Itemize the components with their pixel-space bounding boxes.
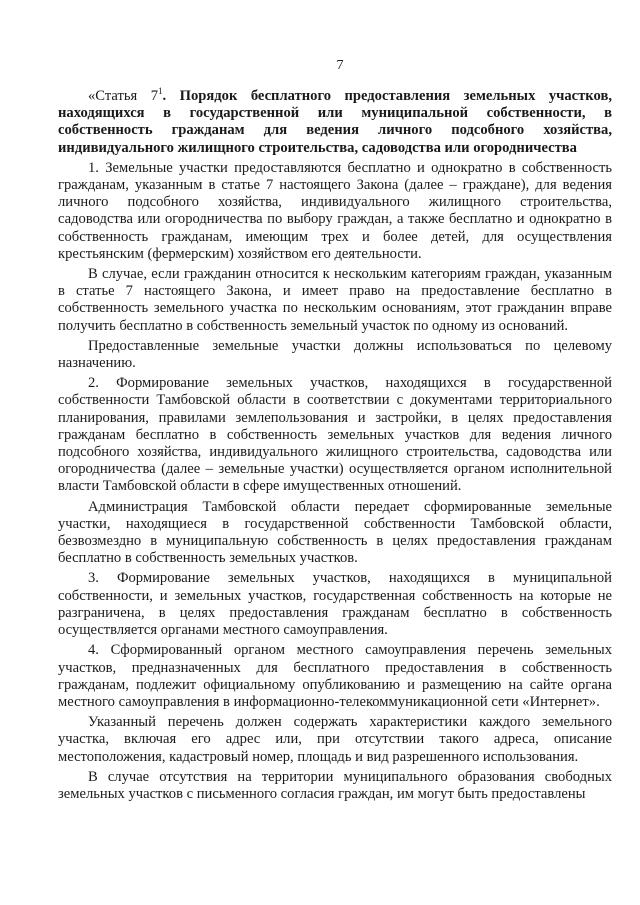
paragraph-3: Предоставленные земельные участки должны использоваться по целевому назначению. [58, 337, 612, 372]
article-lead: «Статья 7 [88, 88, 158, 104]
paragraph-1: 1. Земельные участки предоставляются бесплатно и однократно в собственность гражданам, указанным в статье 7 настоящего Закона (далее – граждане), для ведения личного подсобного хозяйства, индивидуального жилищного строительства, садоводства или огородничества по выбору граждан, а также бесплатно и однократно в собственность гражданам, имеющим трех и более детей, для осуществления крестьянским (фермерским) хозяйством его деятельности. [58, 159, 612, 262]
paragraph-7: 4. Сформированный органом местного самоуправления перечень земельных участков, предназначенных для бесплатного предоставления в собственность гражданам, подлежит официальному опубликованию и размещению на сайте органа местного самоуправления в информационно-телекоммуникационной сети «Интернет». [58, 642, 612, 710]
article-title: . Порядок бесплатного предоставления земельных участков, находящихся в государственной или муниципальной собственности, в собственность гражданам для ведения личного подсобного хозяйства, индивидуального жилищного строительства, садоводства или огородничества [58, 88, 612, 156]
page-number: 7 [336, 58, 344, 73]
article-number-superscript: 1 [158, 86, 163, 96]
paragraph-4: 2. Формирование земельных участков, находящихся в государственной собственности Тамбовской области в соответствии с документами территориального планирования, правилами землепользования и застройки, в целях предоставления гражданам бесплатно в собственность земельных участков для ведения личного подсобного хозяйства, индивидуального жилищного строительства, садоводства или огородничества (далее – земельные участки) осуществляется органом исполнительной власти Тамбовской области в сфере имущественных отношений. [58, 375, 612, 495]
paragraph-5: Администрация Тамбовской области передает сформированные земельные участки, находящиеся в государственной собственности Тамбовской области, безвозмездно в муниципальную собственность в целях предоставления гражданам бесплатно в собственность земельных участков. [58, 498, 612, 567]
article-heading [58, 88, 612, 157]
paragraph-8: Указанный перечень должен содержать характеристики каждого земельного участка, включая его адрес или, при отсутствии такого адреса, описание местоположения, кадастровый номер, площадь и вид разрешенного использования. [58, 714, 612, 765]
paragraph-9: В случае отсутствия на территории муниципального образования свободных земельных участков с письменного согласия граждан, им могут быть предоставлены [58, 768, 612, 802]
paragraph-6: 3. Формирование земельных участков, находящихся в муниципальной собственности, и земельных участков, государственная собственность на которые не разграничена, в целях предоставления гражданам бесплатно в собственность осуществляется органами местного самоуправления. [58, 570, 612, 639]
paragraph-2: В случае, если гражданин относится к нескольким категориям граждан, указанным в статье 7 настоящего Закона, и имеет право на предоставление бесплатно в собственность земельного участка по нескольким основаниям, этот гражданин вправе получить бесплатно в собственность земельный участок по одному из оснований. [58, 266, 612, 334]
document-body [58, 88, 612, 806]
